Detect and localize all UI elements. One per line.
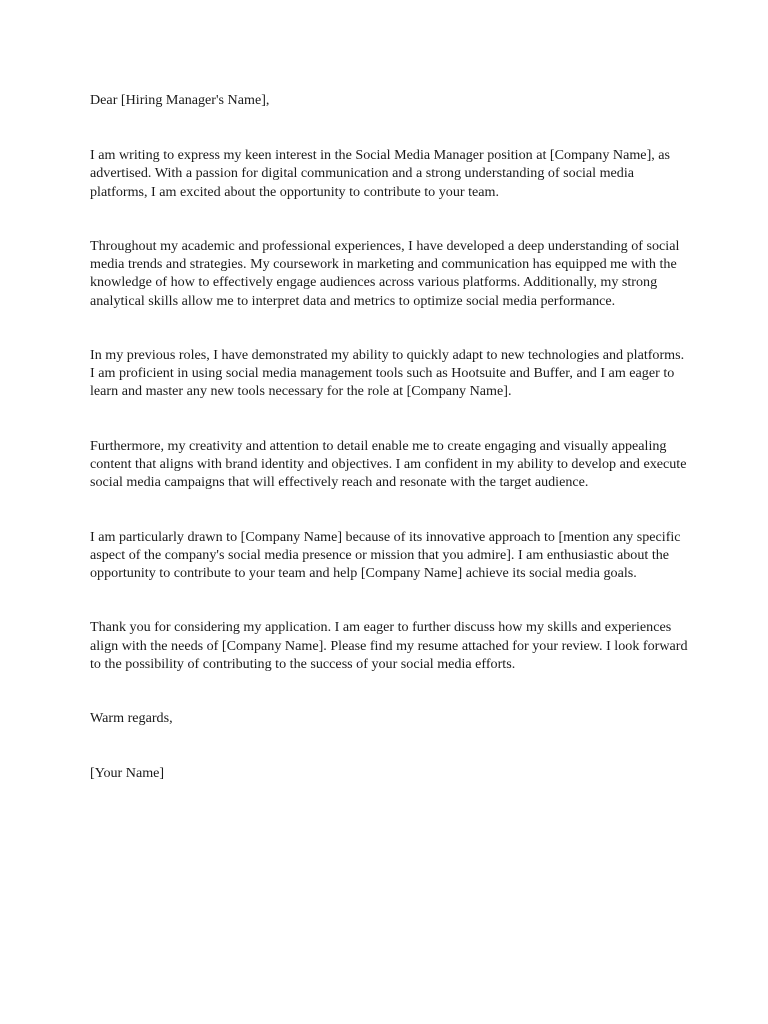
salutation: Dear [Hiring Manager's Name], — [90, 92, 270, 108]
paragraph-experience: Throughout my academic and professional experiences, I have developed a deep understanding of social media trends and strategies. My coursework in marketing and communication has equipped me with the knowledge of how to effectively engage audiences across various platforms. Additionally, my strong analytical skills allow me to interpret data and metrics to optimize social media performance. — [90, 238, 680, 309]
paragraph-creativity: Furthermore, my creativity and attention to detail enable me to create engaging and visually appealing content that aligns with brand identity and objectives. I am confident in my ability to develop and execute social media campaigns that will effectively reach and resonate with the target audience. — [90, 437, 687, 491]
paragraph-previous-roles: In my previous roles, I have demonstrated my ability to quickly adapt to new technologies and platforms. I am proficient in using social media management tools such as Hootsuite and Buffer, and I am eager to learn and master any new tools necessary for the role at [Company Name]. — [90, 347, 685, 400]
paragraph-company-interest: I am particularly drawn to [Company Name] because of its innovative approach to [mention any specific aspect of the company's social media presence or mission that you admire]. I am enthusiastic about the opportunity to contribute to your team and help [Company Name] achieve its social media goals. — [90, 528, 681, 581]
cover-letter — [90, 91, 690, 782]
paragraph-thank-you: Thank you for considering my application. I am eager to further discuss how my skills and experiences align with the needs of [Company Name]. Please find my resume attached for your review. I look forward to the possibility of contributing to the success of your social media efforts. — [90, 619, 688, 672]
paragraph-interest: I am writing to express my keen interest in the Social Media Manager position at [Company Name], as advertised. With a passion for digital communication and a strong understanding of social media platforms, I am excited about the opportunity to contribute to your team. — [90, 147, 671, 200]
closing: Warm regards, — [90, 710, 173, 727]
signature-name: [Your Name] — [90, 764, 165, 781]
